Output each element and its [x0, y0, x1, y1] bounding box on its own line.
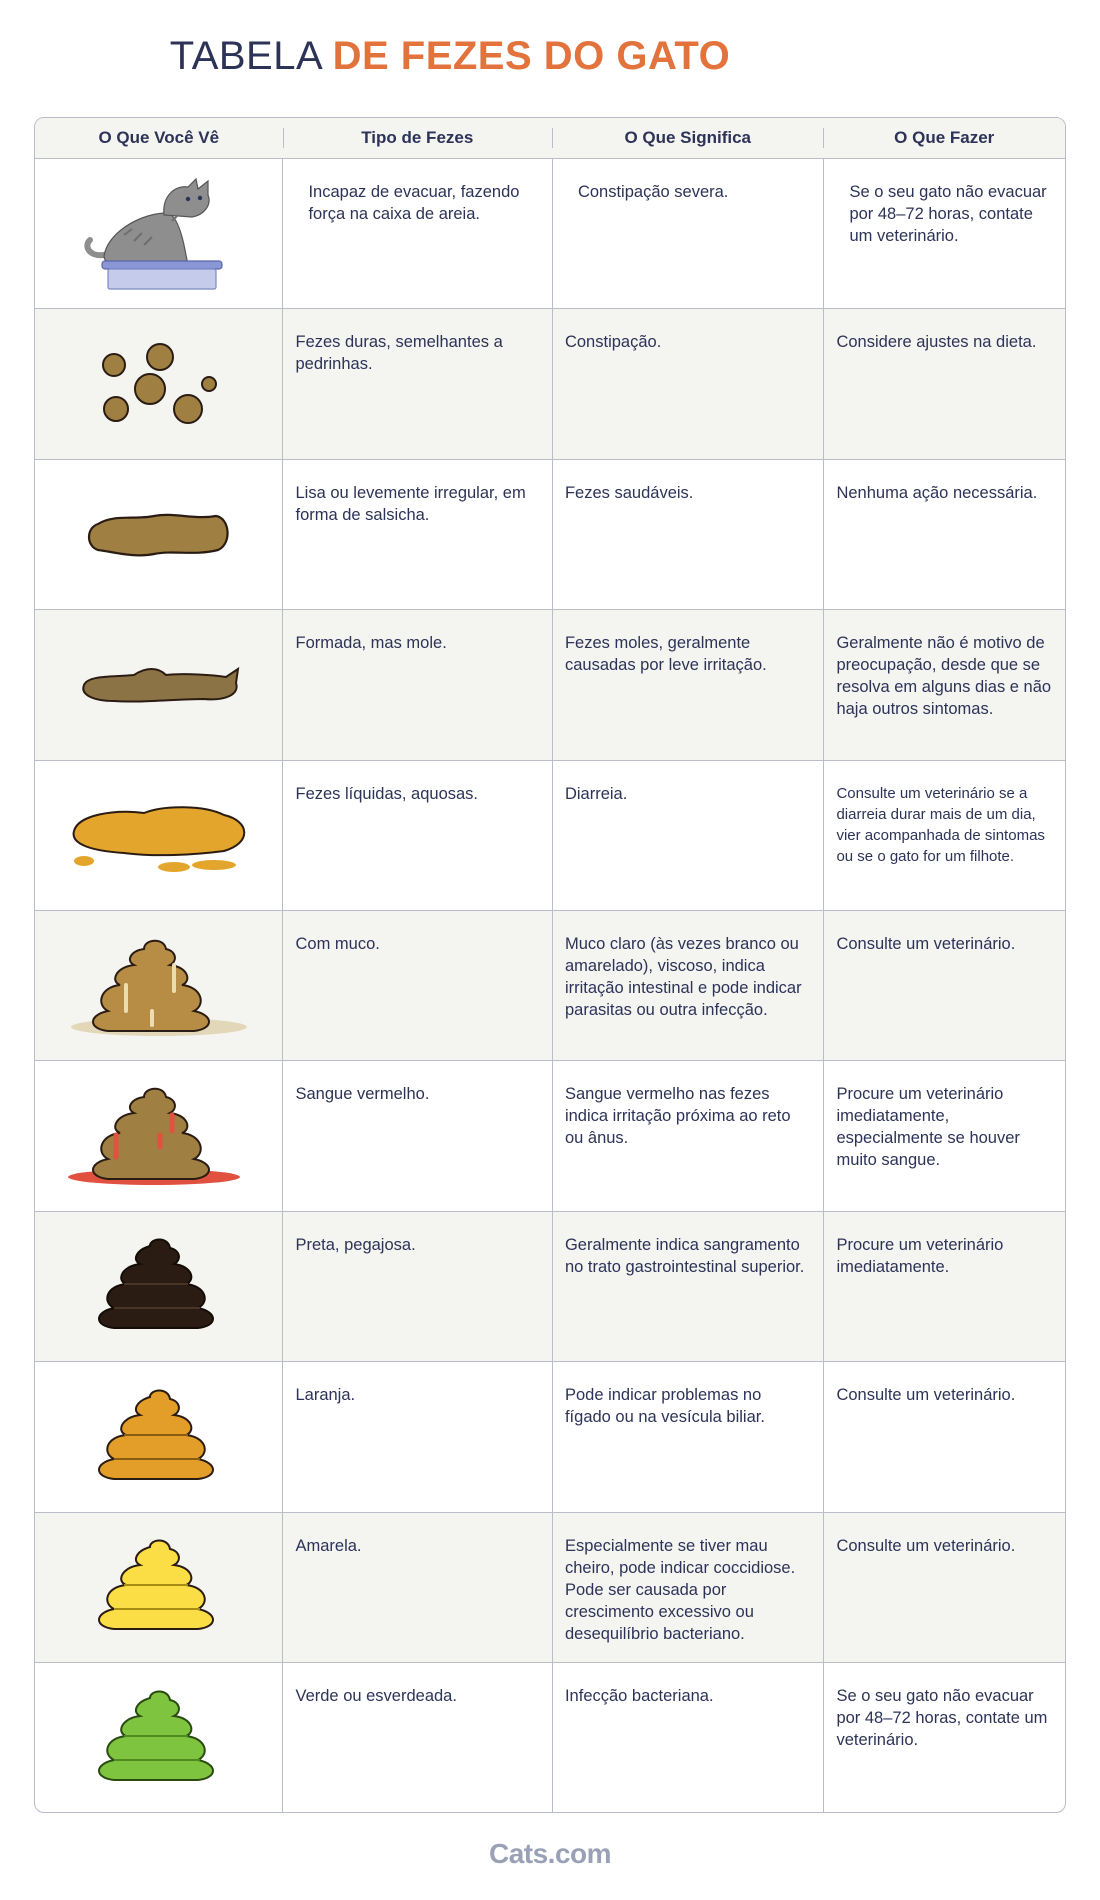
cats-com-logo[interactable]: Cats.com: [488, 1838, 612, 1869]
action-text: Se o seu gato não evacuar por 48–72 horas, contate um veterinário.: [823, 159, 1065, 308]
table-row: [35, 761, 1065, 911]
column-header-meaning: O Que Significa: [552, 118, 823, 158]
green-stool-icon: [35, 1663, 282, 1813]
cat-in-litter-box-icon: [35, 159, 282, 308]
table-row: [35, 911, 1065, 1061]
action-text: Consulte um veterinário se a diarreia durar mais de um dia, vier acompanhada de sintomas ou se o gato for um filhote.: [823, 761, 1065, 910]
orange-stool-icon: [35, 1362, 282, 1511]
table-row: [35, 1663, 1065, 1813]
stool-chart-table: [34, 117, 1066, 1813]
black-stool-icon: [35, 1212, 282, 1361]
meaning-text: Infecção bacteriana.: [552, 1663, 823, 1813]
table-row: [35, 1061, 1065, 1211]
table-row: [35, 1212, 1065, 1362]
stool-type-text: Sangue vermelho.: [282, 1061, 551, 1210]
meaning-text: Fezes saudáveis.: [552, 460, 823, 609]
column-header-what-you-see: O Que Você Vê: [98, 128, 220, 147]
meaning-text: Sangue vermelho nas fezes indica irritação próxima ao reto ou ânus.: [552, 1061, 823, 1210]
table-header: [35, 118, 1065, 159]
stool-type-text: Com muco.: [282, 911, 551, 1060]
title-part-1: TABELA: [169, 34, 333, 78]
stool-type-text: Fezes líquidas, aquosas.: [282, 761, 551, 910]
meaning-text: Fezes moles, geralmente causadas por leve irritação.: [552, 610, 823, 759]
meaning-text: Constipação.: [552, 309, 823, 458]
action-text: Considere ajustes na dieta.: [823, 309, 1065, 458]
yellow-stool-icon: [35, 1513, 282, 1662]
table-row: [35, 309, 1065, 459]
stool-type-text: Lisa ou levemente irregular, em forma de salsicha.: [282, 460, 551, 609]
bloody-stool-icon: [35, 1061, 282, 1210]
stool-type-text: Preta, pegajosa.: [282, 1212, 551, 1361]
table-row: [35, 159, 1065, 309]
stool-type-text: Amarela.: [282, 1513, 551, 1662]
hard-pellets-icon: [35, 309, 282, 458]
soft-stool-icon: [35, 610, 282, 759]
stool-type-text: Verde ou esverdeada.: [282, 1663, 551, 1813]
action-text: Procure um veterinário imediatamente, especialmente se houver muito sangue.: [823, 1061, 1065, 1210]
stool-type-text: Fezes duras, semelhantes a pedrinhas.: [282, 309, 551, 458]
meaning-text: Constipação severa.: [552, 159, 823, 308]
table-row: [35, 460, 1065, 610]
table-row: [35, 1362, 1065, 1512]
action-text: Se o seu gato não evacuar por 48–72 horas, contate um veterinário.: [823, 1663, 1065, 1813]
action-text: Geralmente não é motivo de preocupação, desde que se resolva em alguns dias e não haja outros sintomas.: [823, 610, 1065, 759]
meaning-text: Diarreia.: [552, 761, 823, 910]
column-header-stool-type: Tipo de Fezes: [283, 118, 552, 158]
meaning-text: Geralmente indica sangramento no trato gastrointestinal superior.: [552, 1212, 823, 1361]
meaning-text: Especialmente se tiver mau cheiro, pode indicar coccidiose. Pode ser causada por crescimento excessivo ou desequilíbrio bacteriano.: [552, 1513, 823, 1662]
sausage-stool-icon: [35, 460, 282, 609]
stool-type-text: Laranja.: [282, 1362, 551, 1511]
stool-type-text: Formada, mas mole.: [282, 610, 551, 759]
liquid-puddle-icon: [35, 761, 282, 910]
stool-type-text: Incapaz de evacuar, fazendo força na caixa de areia.: [282, 159, 552, 308]
title-part-2: DE FEZES DO GATO: [332, 34, 731, 78]
action-text: Consulte um veterinário.: [823, 911, 1065, 1060]
action-text: Consulte um veterinário.: [823, 1362, 1065, 1511]
mucus-stool-icon: [35, 911, 282, 1060]
action-text: Nenhuma ação necessária.: [823, 460, 1065, 609]
meaning-text: Muco claro (às vezes branco ou amarelado), viscoso, indica irritação intestinal e pode indicar parasitas ou outra infecção.: [552, 911, 823, 1060]
table-row: [35, 1513, 1065, 1663]
action-text: Procure um veterinário imediatamente.: [823, 1212, 1065, 1361]
meaning-text: Pode indicar problemas no fígado ou na vesícula biliar.: [552, 1362, 823, 1511]
action-text: Consulte um veterinário.: [823, 1513, 1065, 1662]
page-title: [0, 34, 900, 79]
column-header-action: O Que Fazer: [823, 118, 1065, 158]
table-row: [35, 610, 1065, 760]
